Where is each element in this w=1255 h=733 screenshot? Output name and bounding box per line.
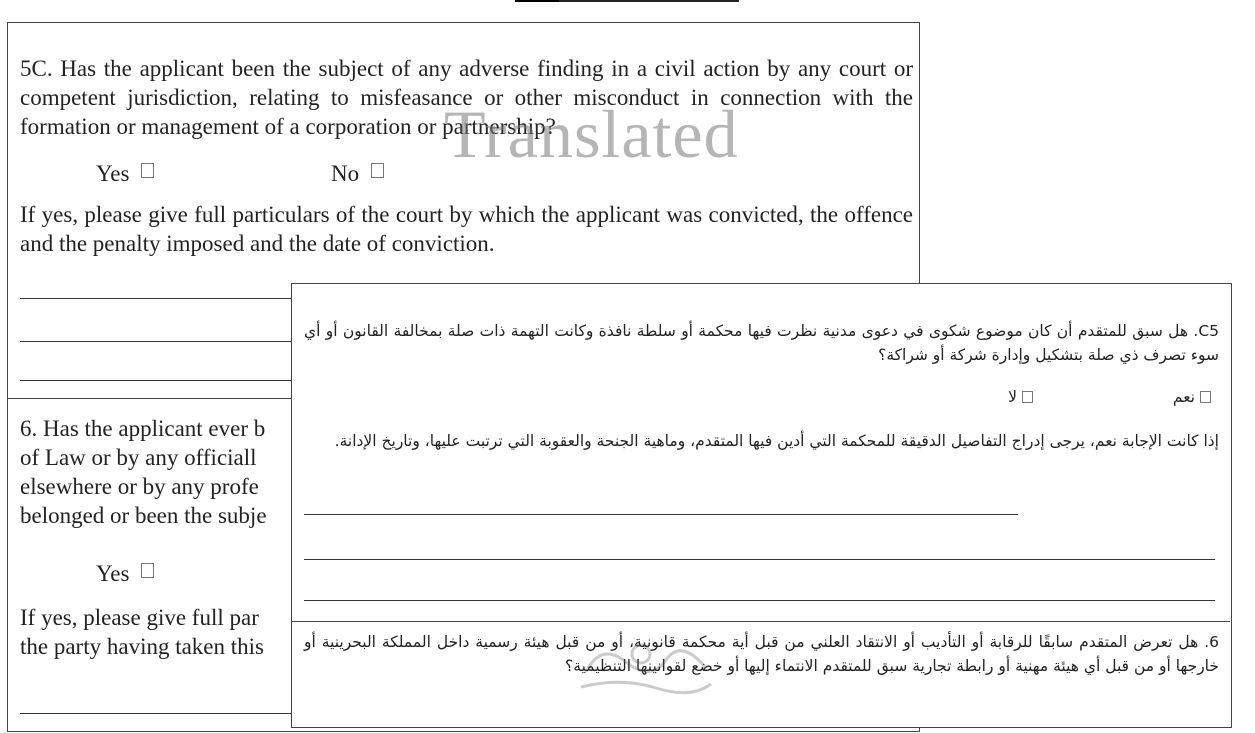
- q6-followup-line: If yes, please give full par: [20, 605, 259, 630]
- answer-line[interactable]: [20, 380, 300, 381]
- checkbox-icon[interactable]: [141, 163, 154, 178]
- q5c-followup: If yes, please give full particulars of the court by which the applicant was convicted, the offence and the penalty imposed and the date of conviction.: [20, 202, 913, 256]
- q5c-yes-label: Yes: [96, 161, 130, 186]
- q6-followup-line: the party having taken this: [20, 634, 264, 659]
- translated-watermark: Translated: [444, 96, 739, 172]
- q6-question-line: belonged or been the subje: [20, 503, 267, 528]
- q5c-no-option[interactable]: [331, 161, 384, 187]
- ar-no-option[interactable]: [1008, 388, 1033, 406]
- q5c-yes-option[interactable]: [96, 161, 154, 187]
- ar-yes-option[interactable]: [1173, 388, 1211, 406]
- ar-q6-question: 6. هل تعرض المتقدم سابقًا للرقابة أو التأديب أو الانتقاد العلني من قبل أية محكمة قانونية، أو من قبل هيئة رسمية داخل المملكة البحرينية أو خارجها أو من قبل أي هيئة مهنية أو رابطة تجارية سبق للمتقدم الانتماء إليها أو خضع لقوانينها التنظيمية؟: [304, 633, 1219, 675]
- section-divider: [292, 621, 1230, 622]
- q6-yes-label: Yes: [96, 561, 130, 586]
- arabic-form: [291, 283, 1232, 728]
- answer-line[interactable]: [20, 298, 300, 299]
- q6-question-line: elsewhere or by any profe: [20, 474, 259, 499]
- ar-no-label: لا: [1008, 388, 1017, 406]
- ar-yes-label: نعم: [1172, 388, 1195, 406]
- checkbox-icon[interactable]: [1200, 391, 1211, 403]
- checkbox-icon[interactable]: [1022, 391, 1033, 403]
- q6-yes-option[interactable]: [96, 561, 154, 587]
- logo-watermark-icon: [566, 632, 716, 704]
- answer-line[interactable]: [304, 600, 1215, 601]
- ar-q5c-followup: إذا كانت الإجابة نعم، يرجى إدراج التفاصيل الدقيقة للمحكمة التي أدين فيها المتقدم، وماهية الجنحة والعقوبة التي ترتبت عليها، وتاريخ الإدانة.: [334, 432, 1219, 450]
- answer-line[interactable]: [20, 341, 300, 342]
- checkbox-icon[interactable]: [141, 563, 154, 578]
- q6-question-line: of Law or by any officiall: [20, 445, 257, 470]
- answer-line[interactable]: [20, 713, 300, 714]
- answer-line[interactable]: [304, 559, 1215, 560]
- q5c-question: 5C. Has the applicant been the subject of any adverse finding in a civil action by any court or competent jurisdiction, relating to misfeasance or other misconduct in connection with the formation or management of a corporation or partnership?: [20, 56, 913, 139]
- ar-q5c-question: C5. هل سبق للمتقدم أن كان موضوع شكوى في دعوى مدنية نظرت فيها محكمة أو سلطة نافذة وكانت التهمة ذات صلة بمخالفة القانون أو أي سوء تصرف ذي صلة بتشكيل وإدارة شركة أو شراكة؟: [304, 322, 1219, 364]
- q6-question-line: 6. Has the applicant ever b: [20, 416, 266, 441]
- answer-line[interactable]: [304, 514, 1018, 515]
- top-rule: [515, 0, 739, 2]
- checkbox-icon[interactable]: [371, 163, 384, 178]
- q5c-no-label: No: [331, 161, 360, 186]
